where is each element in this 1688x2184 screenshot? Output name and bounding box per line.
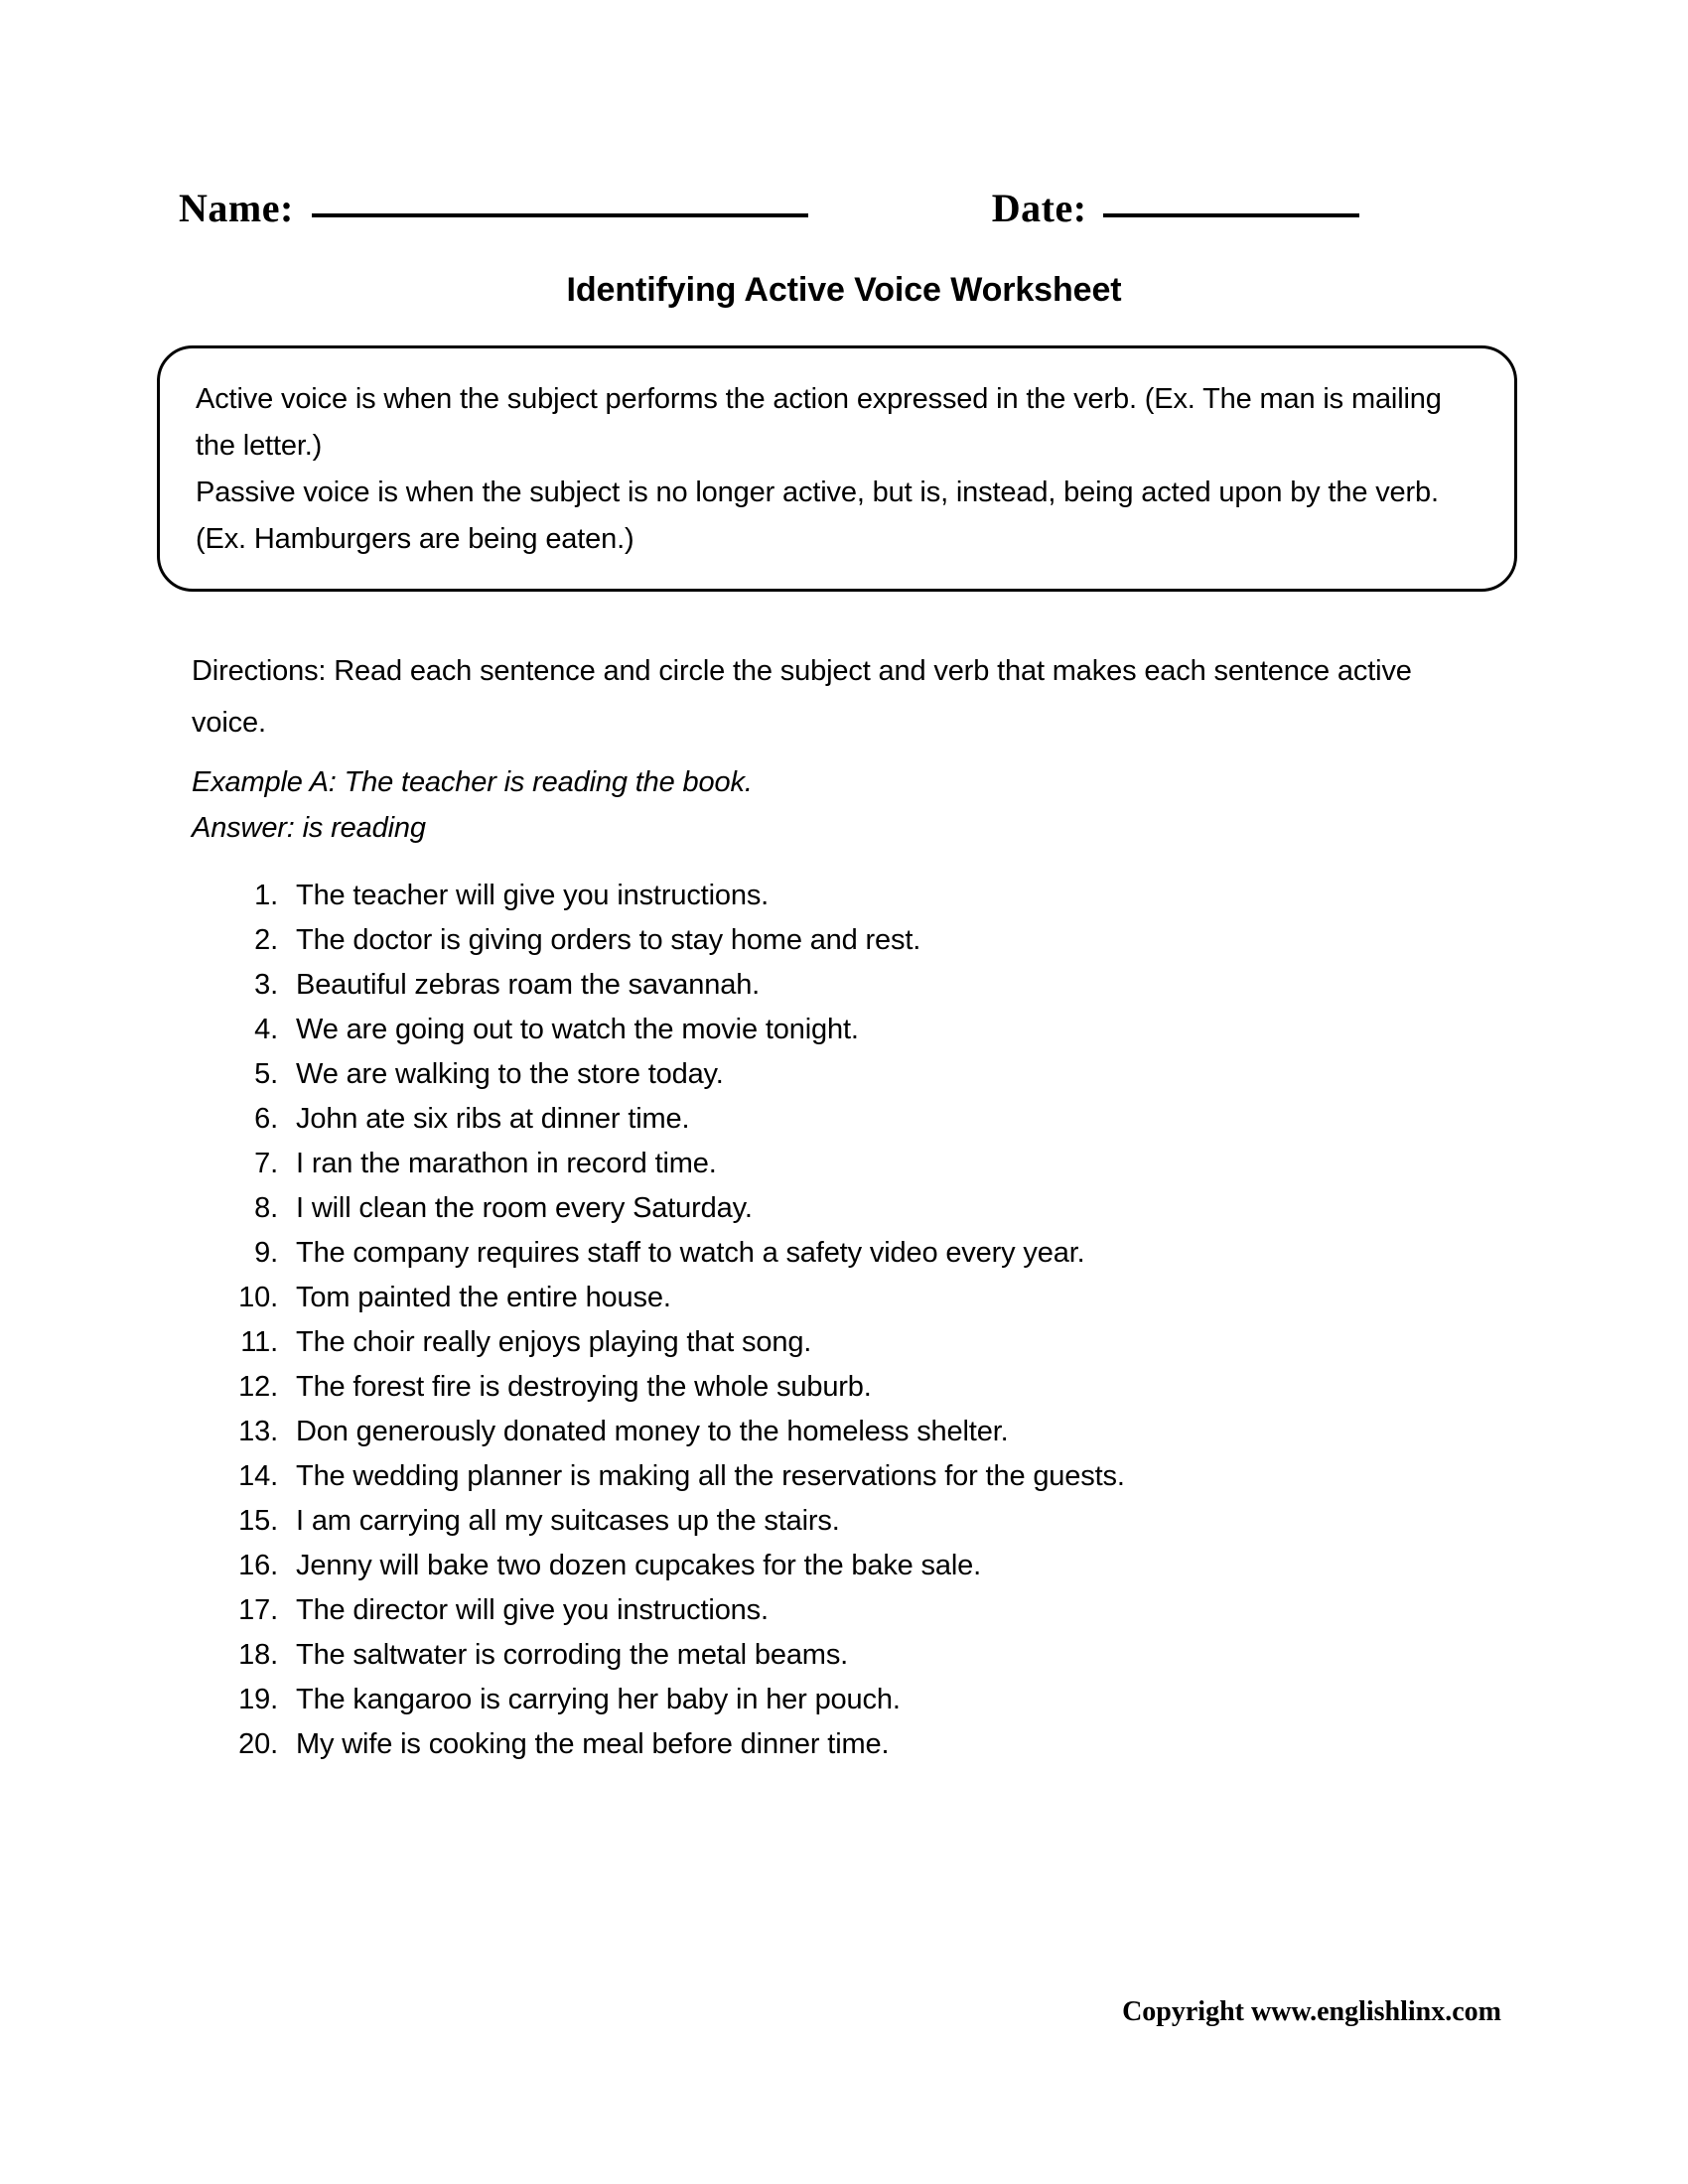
list-item[interactable] bbox=[230, 1097, 1501, 1142]
example-block bbox=[192, 759, 1383, 851]
item-number: 4. bbox=[254, 1014, 278, 1045]
item-text: I will clean the room every Saturday. bbox=[296, 1192, 753, 1224]
list-item[interactable] bbox=[230, 918, 1501, 963]
item-text: John ate six ribs at dinner time. bbox=[296, 1103, 690, 1135]
item-text: Don generously donated money to the homeless shelter. bbox=[296, 1416, 1009, 1447]
item-number: 12. bbox=[238, 1371, 278, 1403]
item-number: 7. bbox=[254, 1148, 278, 1179]
item-text: My wife is cooking the meal before dinner time. bbox=[296, 1728, 890, 1760]
item-number: 8. bbox=[254, 1192, 278, 1224]
item-text: The choir really enjoys playing that song. bbox=[296, 1326, 812, 1358]
name-input-line[interactable] bbox=[312, 213, 808, 217]
list-item[interactable] bbox=[230, 1722, 1501, 1767]
item-text: The director will give you instructions. bbox=[296, 1594, 769, 1626]
item-text: The doctor is giving orders to stay home and rest. bbox=[296, 924, 921, 956]
item-text: We are walking to the store today. bbox=[296, 1058, 724, 1090]
page-title: Identifying Active Voice Worksheet bbox=[566, 271, 1122, 309]
item-text: The company requires staff to watch a safety video every year. bbox=[296, 1237, 1085, 1269]
item-text: The wedding planner is making all the reservations for the guests. bbox=[296, 1460, 1125, 1492]
copyright-footer: Copyright www.englishlinx.com bbox=[1122, 1996, 1501, 2027]
item-number: 16. bbox=[238, 1550, 278, 1581]
item-number: 19. bbox=[238, 1684, 278, 1715]
student-info-header bbox=[179, 187, 1529, 238]
list-item[interactable] bbox=[230, 1678, 1501, 1722]
item-number: 5. bbox=[254, 1058, 278, 1090]
item-number: 13. bbox=[238, 1416, 278, 1447]
list-item[interactable] bbox=[230, 874, 1501, 918]
item-text: I am carrying all my suitcases up the stairs. bbox=[296, 1505, 840, 1537]
list-item[interactable] bbox=[230, 1454, 1501, 1499]
item-number: 14. bbox=[238, 1460, 278, 1492]
definition-box bbox=[157, 345, 1517, 592]
list-item[interactable] bbox=[230, 1231, 1501, 1276]
item-text: We are going out to watch the movie tonight. bbox=[296, 1014, 859, 1045]
item-number: 2. bbox=[254, 924, 278, 956]
item-number: 1. bbox=[254, 880, 278, 911]
item-text: The kangaroo is carrying her baby in her pouch. bbox=[296, 1684, 901, 1715]
example-answer: Answer: is reading bbox=[192, 812, 426, 844]
item-text: The forest fire is destroying the whole suburb. bbox=[296, 1371, 872, 1403]
name-label: Name: bbox=[179, 186, 294, 230]
item-number: 3. bbox=[254, 969, 278, 1001]
list-item[interactable] bbox=[230, 1052, 1501, 1097]
date-input-line[interactable] bbox=[1103, 213, 1359, 217]
list-item[interactable] bbox=[230, 1276, 1501, 1320]
item-text: Beautiful zebras roam the savannah. bbox=[296, 969, 761, 1001]
directions-text: Directions: Read each sentence and circle the subject and verb that makes each sentence active voice. bbox=[192, 655, 1412, 739]
item-number: 11. bbox=[240, 1326, 278, 1358]
list-item[interactable] bbox=[230, 1186, 1501, 1231]
list-item[interactable] bbox=[230, 1410, 1501, 1454]
item-text: Tom painted the entire house. bbox=[296, 1282, 671, 1313]
item-number: 18. bbox=[238, 1639, 278, 1671]
item-number: 9. bbox=[254, 1237, 278, 1269]
definition-passive-voice: Passive voice is when the subject is no longer active, but is, instead, being acted upon by the verb. (Ex. Hamburgers are being eaten.) bbox=[196, 477, 1439, 555]
list-item[interactable] bbox=[230, 1365, 1501, 1410]
list-item[interactable] bbox=[230, 1008, 1501, 1052]
item-number: 6. bbox=[254, 1103, 278, 1135]
example-prompt: Example A: The teacher is reading the book. bbox=[192, 766, 753, 798]
item-number: 20. bbox=[238, 1728, 278, 1760]
question-list bbox=[230, 874, 1501, 1767]
list-item[interactable] bbox=[230, 1588, 1501, 1633]
list-item[interactable] bbox=[230, 1633, 1501, 1678]
item-number: 10. bbox=[238, 1282, 278, 1313]
definition-active-voice: Active voice is when the subject performs the action expressed in the verb. (Ex. The man is mailing the letter.) bbox=[196, 383, 1442, 462]
date-label: Date: bbox=[991, 186, 1087, 230]
list-item[interactable] bbox=[230, 1142, 1501, 1186]
item-text: I ran the marathon in record time. bbox=[296, 1148, 717, 1179]
item-number: 17. bbox=[238, 1594, 278, 1626]
item-text: The teacher will give you instructions. bbox=[296, 880, 770, 911]
list-item[interactable] bbox=[230, 1544, 1501, 1588]
item-number: 15. bbox=[238, 1505, 278, 1537]
item-text: Jenny will bake two dozen cupcakes for the bake sale. bbox=[296, 1550, 982, 1581]
list-item[interactable] bbox=[230, 1499, 1501, 1544]
list-item[interactable] bbox=[230, 1320, 1501, 1365]
list-item[interactable] bbox=[230, 963, 1501, 1008]
item-text: The saltwater is corroding the metal beams. bbox=[296, 1639, 849, 1671]
